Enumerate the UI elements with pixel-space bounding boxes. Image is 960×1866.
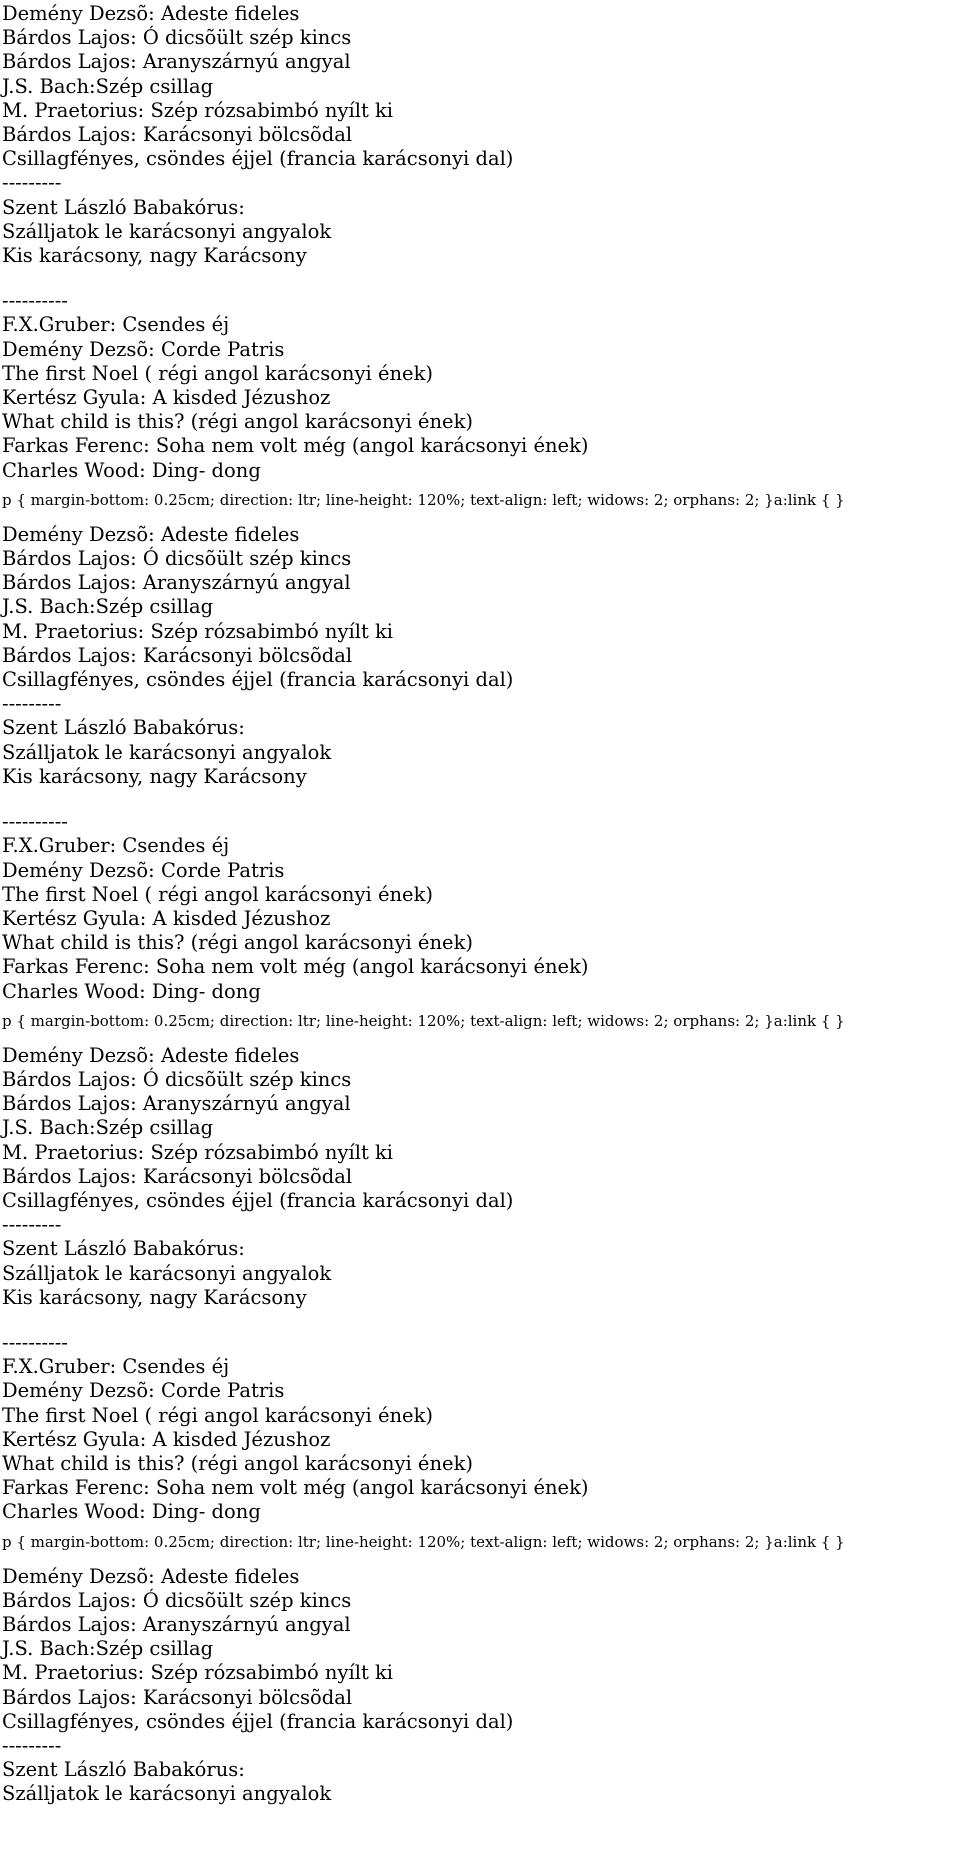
program-line: Kis karácsony, nagy Karácsony	[2, 764, 307, 788]
program-line: Kis karácsony, nagy Karácsony	[2, 244, 307, 268]
stray-css-text: p { margin-bottom: 0.25cm; direction: ltr; line-height: 120%; text-align: left; widows: 2; orphans: 2; }a:link { }	[2, 1011, 845, 1030]
program-line: Bárdos Lajos: Karácsonyi bölcsõdal	[2, 643, 353, 667]
program-line: The first Noel ( régi angol karácsonyi ének)	[2, 1403, 434, 1427]
program-line: Szent László Babakórus:	[2, 716, 245, 740]
program-line: M. Praetorius: Szép rózsabimbó nyílt ki	[2, 619, 394, 643]
program-line: J.S. Bach:Szép csillag	[2, 74, 214, 98]
program-line: Farkas Ferenc: Soha nem volt még (angol karácsonyi ének)	[2, 434, 589, 458]
paragraph-gap	[2, 789, 960, 810]
program-line: Demény Dezsõ: Adeste fideles	[2, 2, 300, 25]
program-line: Charles Wood: Ding- dong	[2, 979, 261, 1003]
program-line: Demény Dezsõ: Adeste fideles	[2, 1043, 300, 1067]
program-line: ----------	[2, 810, 68, 834]
program-line: Csillagfényes, csöndes éjjel (francia karácsonyi dal)	[2, 147, 514, 171]
program-line: Kertész Gyula: A kisded Jézushoz	[2, 386, 331, 410]
program-line: Bárdos Lajos: Ó dicsõült szép kincs	[2, 547, 352, 571]
program-line: Szálljatok le karácsonyi angyalok	[2, 1782, 332, 1806]
program-line: Bárdos Lajos: Karácsonyi bölcsõdal	[2, 1164, 353, 1188]
program-line: Bárdos Lajos: Ó dicsõült szép kincs	[2, 1067, 352, 1091]
program-block	[2, 523, 960, 1031]
program-line: Demény Dezsõ: Corde Patris	[2, 1379, 285, 1403]
program-line: Szent László Babakórus:	[2, 1237, 245, 1261]
program-line: Demény Dezsõ: Corde Patris	[2, 337, 285, 361]
program-block	[2, 1565, 960, 1807]
program-line: Kis karácsony, nagy Karácsony	[2, 1285, 307, 1309]
program-line: M. Praetorius: Szép rózsabimbó nyílt ki	[2, 1661, 394, 1685]
program-block	[2, 2, 960, 510]
program-line: What child is this? (régi angol karácsonyi ének)	[2, 410, 473, 434]
program-line: The first Noel ( régi angol karácsonyi ének)	[2, 361, 434, 385]
program-line: Charles Wood: Ding- dong	[2, 458, 261, 482]
program-line: Szálljatok le karácsonyi angyalok	[2, 219, 332, 243]
program-line: Demény Dezsõ: Corde Patris	[2, 858, 285, 882]
program-line: Csillagfényes, csöndes éjjel (francia karácsonyi dal)	[2, 668, 514, 692]
program-line: M. Praetorius: Szép rózsabimbó nyílt ki	[2, 98, 394, 122]
program-line: Szálljatok le karácsonyi angyalok	[2, 1261, 332, 1285]
program-line: Szent László Babakórus:	[2, 1758, 245, 1782]
program-line: F.X.Gruber: Csendes éj	[2, 834, 230, 858]
program-line: M. Praetorius: Szép rózsabimbó nyílt ki	[2, 1140, 394, 1164]
program-line: What child is this? (régi angol karácsonyi ének)	[2, 931, 473, 955]
program-line: J.S. Bach:Szép csillag	[2, 1116, 214, 1140]
program-line: ---------	[2, 1213, 62, 1237]
program-line: Bárdos Lajos: Aranyszárnyú angyal	[2, 50, 351, 74]
program-line: Szálljatok le karácsonyi angyalok	[2, 740, 332, 764]
program-line: ---------	[2, 692, 62, 716]
program-line: J.S. Bach:Szép csillag	[2, 595, 214, 619]
program-line: Kertész Gyula: A kisded Jézushoz	[2, 1427, 331, 1451]
program-line: Farkas Ferenc: Soha nem volt még (angol karácsonyi ének)	[2, 1476, 589, 1500]
program-block	[2, 1044, 960, 1552]
program-line: Demény Dezsõ: Adeste fideles	[2, 522, 300, 546]
program-line: ----------	[2, 1330, 68, 1354]
program-line: J.S. Bach:Szép csillag	[2, 1637, 214, 1661]
program-line: Bárdos Lajos: Aranyszárnyú angyal	[2, 571, 351, 595]
program-line: Szent László Babakórus:	[2, 195, 245, 219]
program-line: Bárdos Lajos: Ó dicsõült szép kincs	[2, 26, 352, 50]
program-line: Kertész Gyula: A kisded Jézushoz	[2, 906, 331, 930]
program-line: ----------	[2, 289, 68, 313]
program-line: Demény Dezsõ: Adeste fideles	[2, 1564, 300, 1588]
program-line: F.X.Gruber: Csendes éj	[2, 313, 230, 337]
paragraph-gap	[2, 1310, 960, 1331]
program-line: Bárdos Lajos: Ó dicsõült szép kincs	[2, 1588, 352, 1612]
program-line: The first Noel ( régi angol karácsonyi ének)	[2, 882, 434, 906]
stray-css-text: p { margin-bottom: 0.25cm; direction: ltr; line-height: 120%; text-align: left; widows: 2; orphans: 2; }a:link { }	[2, 490, 845, 509]
program-line: Charles Wood: Ding- dong	[2, 1500, 261, 1524]
program-line: ---------	[2, 171, 62, 195]
program-line: Bárdos Lajos: Karácsonyi bölcsõdal	[2, 123, 353, 147]
paragraph-gap	[2, 268, 960, 289]
program-line: What child is this? (régi angol karácsonyi ének)	[2, 1451, 473, 1475]
stray-css-text: p { margin-bottom: 0.25cm; direction: ltr; line-height: 120%; text-align: left; widows: 2; orphans: 2; }a:link { }	[2, 1532, 845, 1551]
program-line: Bárdos Lajos: Karácsonyi bölcsõdal	[2, 1685, 353, 1709]
program-line: ---------	[2, 1734, 62, 1757]
program-line: Csillagfényes, csöndes éjjel (francia karácsonyi dal)	[2, 1188, 514, 1212]
program-line: Csillagfényes, csöndes éjjel (francia karácsonyi dal)	[2, 1709, 514, 1733]
program-line: F.X.Gruber: Csendes éj	[2, 1355, 230, 1379]
program-line: Bárdos Lajos: Aranyszárnyú angyal	[2, 1612, 351, 1636]
program-line: Farkas Ferenc: Soha nem volt még (angol karácsonyi ének)	[2, 955, 589, 979]
program-line: Bárdos Lajos: Aranyszárnyú angyal	[2, 1092, 351, 1116]
